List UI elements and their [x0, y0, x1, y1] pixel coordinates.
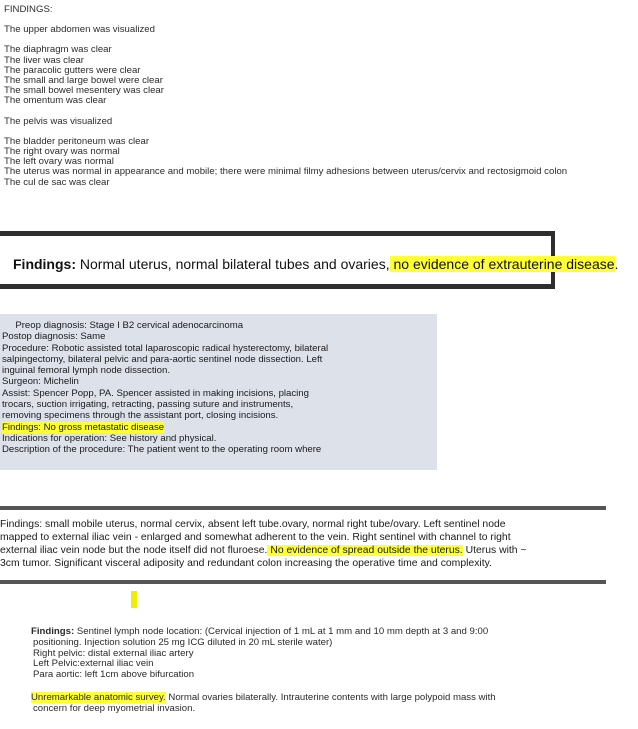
highlight-mark — [131, 591, 137, 608]
note-line: Postop diagnosis: Same — [2, 331, 106, 343]
note-line: Procedure: Robotic assisted total laparoscopic radical hysterectomy, bilateral — [2, 342, 329, 354]
paragraph-line: Unremarkable anatomic survey. Normal ovaries bilaterally. Intrauterine contents with large polypoid mass with — [31, 691, 496, 703]
highlighted-finding: Unremarkable anatomic survey. — [31, 691, 166, 703]
paragraph-line: Findings: Sentinel lymph node location: (Cervical injection of 1 mL at 1 mm and 10 mm depth at 3 and 9:00 — [31, 626, 489, 637]
note-line: Indications for operation: See history and physical. — [2, 432, 217, 444]
findings-list-panel — [4, 5, 567, 188]
finding-line: The paracolic gutters were clear — [4, 64, 141, 76]
finding-line: The small and large bowel were clear — [4, 75, 163, 87]
findings-heading: FINDINGS: — [4, 4, 53, 15]
paragraph-line: positioning. Injection solution 25 mg ICG diluted in 20 mL sterile water) — [33, 636, 333, 648]
paragraph-line: Left Pelvic:external iliac vein — [33, 658, 154, 670]
highlighted-finding: no evidence of extrauterine disease — [389, 256, 615, 272]
paragraph-line: concern for deep myometrial invasion. — [33, 702, 196, 714]
note-line: salpingectomy, bilateral pelvic and para-aortic sentinel node dissection. Left — [2, 353, 323, 365]
finding-line: The omentum was clear — [4, 95, 107, 107]
findings-summary-panel — [0, 231, 619, 289]
sentinel-node-findings-panel — [31, 627, 496, 715]
paragraph-line: Right pelvic: distal external iliac artery — [33, 647, 194, 659]
finding-line: The small bowel mesentery was clear — [4, 85, 164, 97]
findings-label: Findings: — [13, 256, 76, 272]
paragraph-line: Para aortic: left 1cm above bifurcation — [33, 669, 195, 681]
finding-line: The liver was clear — [4, 54, 84, 66]
paragraph-line: Findings: small mobile uterus, normal cervix, absent left tube.ovary, normal right tube/ovary. Left sentinel node — [0, 519, 506, 530]
note-line: inguinal femoral lymph node dissection. — [2, 365, 170, 377]
findings-label: Findings: — [31, 626, 75, 637]
paragraph-line: 3cm tumor. Significant visceral adiposity and redundant colon increasing the operative time and complexity. — [0, 558, 492, 569]
finding-line: The bladder peritoneum was clear — [4, 135, 150, 147]
findings-summary-text: Findings: Normal uterus, normal bilateral tubes and ovaries, no evidence of extrauterine disease. — [13, 256, 619, 272]
finding-line: The uterus was normal in appearance and mobile; there were minimal filmy adhesions between uterus/cervix and rectosigmoid colon — [4, 166, 568, 178]
note-line: Preop diagnosis: Stage I B2 cervical adenocarcinoma — [2, 320, 244, 331]
highlighted-finding: Findings: No gross metastatic disease — [2, 421, 165, 433]
paragraph-line: external iliac vein node but the node itself did not fluroese. No evidence of spread outside the uterus. Uterus with ~ — [0, 545, 527, 556]
findings-paragraph-panel — [0, 518, 527, 570]
finding-line: The right ovary was normal — [4, 146, 120, 158]
finding-line: The pelvis was visualized — [4, 115, 113, 127]
paragraph-line: mapped to external iliac vein - enlarged and somewhat adherent to the vein. Right sentinel with channel to right — [0, 532, 511, 543]
note-line: removing specimens through the assistant port, closing incisions. — [2, 410, 279, 422]
note-line: Description of the procedure: The patient went to the operating room where — [2, 444, 322, 456]
highlighted-finding: No evidence of spread outside the uterus. — [267, 545, 463, 556]
note-line: Surgeon: Michelin — [2, 376, 79, 388]
finding-line: The diaphragm was clear — [4, 44, 112, 56]
operative-note-panel — [0, 314, 437, 470]
note-line: trocars, suction irrigating, retracting, passing suture and instruments, — [2, 399, 294, 411]
divider — [0, 506, 606, 510]
finding-line: The upper abdomen was visualized — [4, 24, 155, 36]
note-line: Assist: Spencer Popp, PA. Spencer assisted in making incisions, placing — [2, 387, 309, 399]
divider — [0, 580, 606, 584]
finding-line: The cul de sac was clear — [4, 176, 110, 188]
finding-line: The left ovary was normal — [4, 156, 114, 168]
